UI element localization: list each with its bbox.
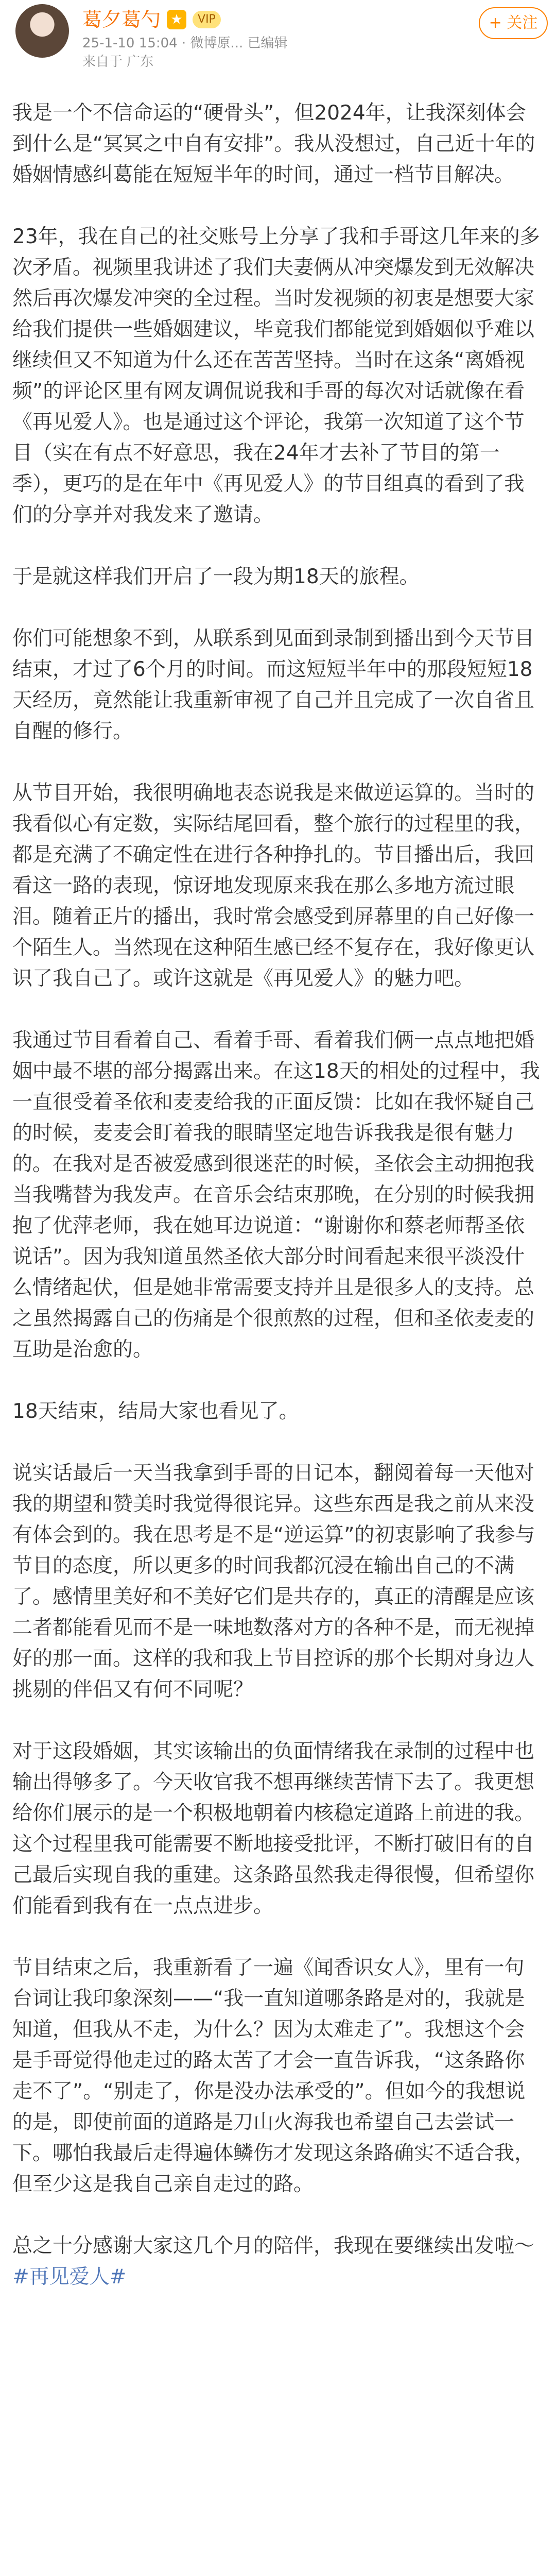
post-paragraph: 我通过节目看着自己、看着手哥、看着我们俩一点点地把婚姻中最不堪的部分揭露出来。在这18天的相处的过程中，我一直很受着圣依和麦麦给我的正面反馈：比如在我怀疑自己的时候，麦麦会盯着我的眼睛坚定地告诉我我是很有魅力的。在我对是否被爱感到很迷茫的时候，圣依会主动拥抱我当我嘴替为我发声。在音乐会结束那晚，在分别的时候我拥抱了优萍老师，我在她耳边说道：“谢谢你和蔡老师帮圣依说话”。因为我知道虽然圣依大部分时间看起来很平淡没什么情绪起伏，但是她非常需要支持并且是很多人的支持。总之虽然揭露自己的伤痛是个很煎熬的过程，但和圣依麦麦的互助是治愈的。 xyxy=(12,1029,540,1361)
avatar[interactable] xyxy=(15,4,69,58)
post-location: 来自于 广东 xyxy=(82,54,154,70)
post-paragraph: 你们可能想象不到，从联系到见面到录制到播出到今天节目结束，才过了6个月的时间。而这短短半年中的那段短短18天经历，竟然能让我重新审视了自己并且完成了一次自省且自醒的修行。 xyxy=(12,627,535,743)
post-paragraph: 于是就这样我们开启了一段为期18天的旅程。 xyxy=(12,565,420,588)
post-paragraph xyxy=(12,2231,544,2293)
post-paragraph-text: 总之十分感谢大家这几个月的陪伴，我现在要继续出发啦～ xyxy=(12,2234,535,2258)
post-paragraph: 说实话最后一天当我拿到手哥的日记本，翻阅着每一天他对我的期望和赞美时我觉得很诧异。这些东西是我之前从来没有体会到的。我在思考是不是“逆运算”的初衷影响了我参与节目的态度，所以更多的时间我都沉浸在输出自己的不满了。感情里美好和不美好它们是共存的，真正的清醒是应该二者都能看见而不是一味地数落对方的各种不是，而无视掉好的那一面。这样的我和我上节目控诉的那个长期对身边人挑剔的伴侣又有何不同呢？ xyxy=(12,1462,535,1701)
author-name[interactable]: 葛夕葛勺 xyxy=(82,8,161,31)
post-header xyxy=(0,0,556,72)
post-paragraph: 23年，我在自己的社交账号上分享了我和手哥这几年来的多次矛盾。视频里我讲述了我们夫妻俩从冲突爆发到无效解决然后再次爆发冲突的全过程。当时发视频的初衷是想要大家给我们提供一些婚姻建议，毕竟我们都能觉到婚姻似乎难以继续但又不知道为什么还在苦苦坚持。当时在这条“离婚视频”的评论区里有网友调侃说我和手哥的每次对话就像在看《再见爱人》。也是通过这个评论，我第一次知道了这个节目（实在有点不好意思，我在24年才去补了节目的第一季），更巧的是在年中《再见爱人》的节目组真的看到了我们的分享并对我发来了邀请。 xyxy=(12,225,540,527)
follow-button[interactable]: + 关注 xyxy=(479,7,548,39)
verified-icon: ★ xyxy=(167,10,186,29)
post-paragraph: 我是一个不信命运的“硬骨头”，但2024年，让我深刻体会到什么是“冥冥之中自有安排”。我从没想过，自己近十年的婚姻情感纠葛能在短短半年的时间，通过一档节目解决。 xyxy=(12,101,535,187)
hashtag-link[interactable]: #再见爱人# xyxy=(12,2265,127,2289)
vip-badge: VIP xyxy=(193,11,221,28)
post-content xyxy=(12,98,544,2293)
post-paragraph: 节目结束之后，我重新看了一遍《闻香识女人》，里有一句台词让我印象深刻——“我一直知道哪条路是对的，我就是知道，但我从不走，为什么？因为太难走了”。我想这个会是手哥觉得他走过的路太苦了才会一直告诉我，“这条路你走不了”。“别走了，你是没办法承受的”。但如今的我想说的是，即使前面的道路是刀山火海我也希望自己去尝试一下。哪怕我最后走得遍体鳞伤才发现这条路确实不适合我，但至少这是我自己亲自走过的路。 xyxy=(12,1956,535,2196)
author-name-row xyxy=(82,8,221,31)
post-meta: 25-1-10 15:04 · 微博原... 已编辑 xyxy=(82,36,288,51)
post-paragraph: 从节目开始，我很明确地表态说我是来做逆运算的。当时的我看似心有定数，实际结尾回看，整个旅行的过程里的我，都是充满了不确定性在进行各种挣扎的。节目播出后，我回看这一路的表现，惊讶地发现原来我在那么多地方流过眼泪。随着正片的播出，我时常会感受到屏幕里的自己好像一个陌生人。当然现在这种陌生感已经不复存在，我好像更认识了我自己了。或许这就是《再见爱人》的魅力吧。 xyxy=(12,782,535,990)
post-paragraph: 18天结束，结局大家也看见了。 xyxy=(12,1400,299,1423)
post-paragraph: 对于这段婚姻，其实该输出的负面情绪我在录制的过程中也输出得够多了。今天收官我不想再继续苦情下去了。我更想给你们展示的是一个积极地朝着内核稳定道路上前进的我。这个过程里我可能需要不断地接受批评，不断打破旧有的自己最后实现自我的重建。这条路虽然我走得很慢，但希望你们能看到我有在一点点进步。 xyxy=(12,1740,535,1918)
